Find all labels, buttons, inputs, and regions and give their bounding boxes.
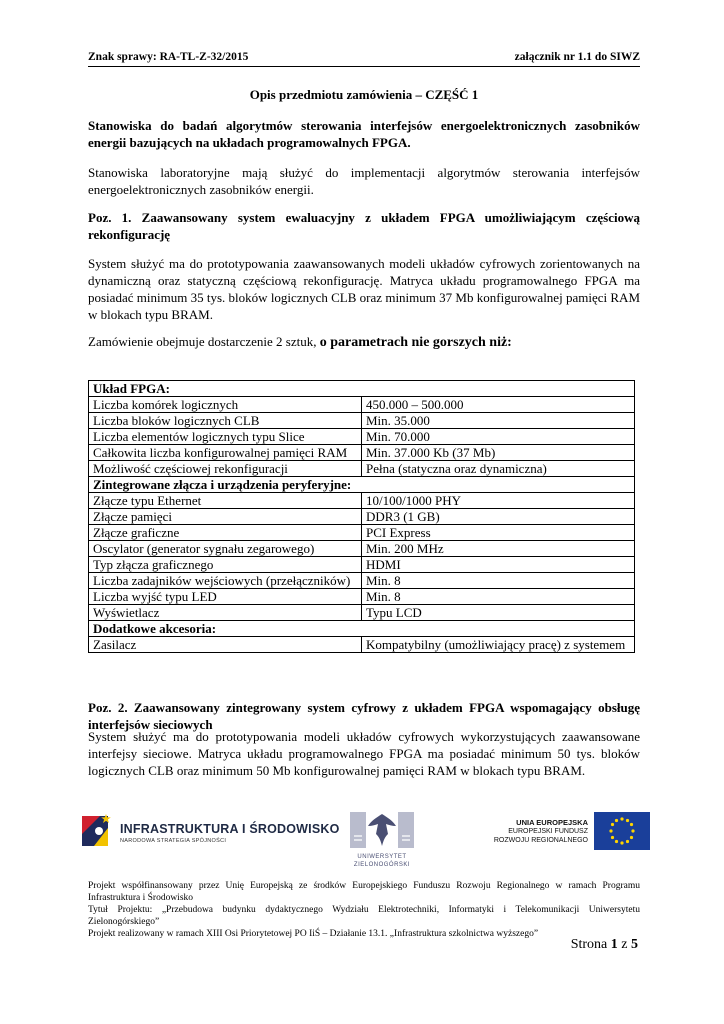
table-row [89,589,635,605]
table-section-row [89,381,635,397]
case-number: Znak sprawy: RA-TL-Z-32/2015 [88,51,249,63]
ias-emblem-icon [80,810,114,850]
param-value: Min. 200 MHz [362,541,635,557]
param-label: Liczba bloków logicznych CLB [89,413,362,429]
page-prefix: Strona [570,937,611,952]
document-title: Opis przedmiotu zamówienia – CZĘŚĆ 1 [249,87,479,102]
param-label: Liczba zadajników wejściowych (przełączników) [89,573,362,589]
table-section-row [89,621,635,637]
ias-title: INFRASTRUKTURA I ŚRODOWISKO [120,822,340,836]
eu-fund-line1: EUROPEJSKI FUNDUSZ [508,828,588,835]
poz1-description: System służyć ma do prototypowania zaawansowanych modeli układów cyfrowych zorientowanych na dynamiczną oraz statyczną częściową rekonfigurację. Matryca układu programowalnego FPGA ma posiadać minimum 35 tys. bloków logicznych CLB oraz minimum 37 Mb konfigurowalnej pamięci RAM w blokach typu BRAM. [88,256,640,322]
param-value: Min. 8 [362,589,635,605]
param-value: Pełna (statyczna oraz dynamiczna) [362,461,635,477]
param-value: DDR3 (1 GB) [362,509,635,525]
eu-logo [478,812,650,856]
param-label: Typ złącza graficznego [89,557,362,573]
param-value: PCI Express [362,525,635,541]
param-value: HDMI [362,557,635,573]
table-row [89,637,635,653]
poz2-heading: Poz. 2. Zaawansowany zintegrowany system cyfrowy z układem FPGA wspomagający obsługę interfejsów sieciowych [88,700,640,732]
param-label: Złącze typu Ethernet [89,493,362,509]
intro-paragraph: Stanowiska laboratoryjne mają służyć do implementacji algorytmów sterowania interfejsów energoelektronicznych zasobników energii. [88,165,640,197]
table-row [89,605,635,621]
footer-cofinancing: Projekt współfinansowany przez Unię Europejską ze środków Europejskiego Funduszu Rozwoju Regionalnego w ramach Programu Infrastruktura i Środowisko [88,881,640,903]
eu-fund-line2: ROZWOJU REGIONALNEGO [493,837,588,844]
eu-title: UNIA EUROPEJSKA [516,818,588,827]
infrastructure-logo [80,810,340,854]
university-name-line2: ZIELONOGÓRSKI [353,862,411,868]
param-value: Min. 70.000 [362,429,635,445]
page-total: 5 [631,937,638,952]
university-emblem-icon [348,808,416,852]
table-row [89,509,635,525]
param-label: Całkowita liczba konfigurowalnej pamięci RAM [89,445,362,461]
attachment-label: załącznik nr 1.1 do SIWZ [514,51,640,63]
table-row [89,429,635,445]
section-heading: Stanowiska do badań algorytmów sterowania interfejsów energoelektronicznych zasobników energii bazujących na układach programowalnych FPGA. [88,118,640,150]
poz2-description: System służyć ma do prototypowania modeli układów cyfrowych wykorzystujących zaawansowane interfejsy sieciowe. Matryca układu programowalnego FPGA ma posiadać minimum 50 tys. bloków logicznych CLB oraz minimum 50 Mb konfigurowalnej pamięci RAM w blokach typu BRAM. [88,729,640,778]
table-row [89,397,635,413]
order-statement [88,333,640,351]
param-label: Zasilacz [89,637,362,653]
param-value: Min. 8 [362,573,635,589]
footer-project-title: Tytuł Projektu: „Przebudowa budynku dydaktycznego Wydziału Elektrotechniki, Informatyki i Telekomunikacji Uniwersytetu Zielonogórskiego” [88,905,640,927]
table-row [89,541,635,557]
table-row [89,461,635,477]
table-row [89,445,635,461]
table-row [89,413,635,429]
param-label: Liczba elementów logicznych typu Slice [89,429,362,445]
order-prefix: Zamówienie obejmuje dostarczenie 2 sztuk, [88,334,320,349]
table-row [89,525,635,541]
eu-flag-icon [594,812,650,850]
param-value: 450.000 – 500.000 [362,397,635,413]
param-value: 10/100/1000 PHY [362,493,635,509]
param-label: Możliwość częściowej rekonfiguracji [89,461,362,477]
table-row [89,557,635,573]
university-logo [342,808,422,870]
table-row [89,573,635,589]
page-header [88,50,640,67]
university-name-line1: UNIWERSYTET [357,854,407,860]
param-label: Złącze graficzne [89,525,362,541]
poz1-heading: Poz. 1. Zaawansowany system ewaluacyjny z układem FPGA umożliwiającym częściową rekonfigurację [88,210,640,242]
section-fpga: Układ FPGA: [89,381,635,397]
param-value: Min. 37.000 Kb (37 Mb) [362,445,635,461]
footer-notes [88,880,640,940]
footer-project-axis: Projekt realizowany w ramach XIII Osi Priorytetowej PO IiŚ – Działanie 13.1. „Infrastruktura szkolnictwa wyższego” [88,929,539,939]
funding-logos [80,808,650,874]
table-section-row [89,477,635,493]
page-current: 1 [610,937,618,952]
parameters-table [88,380,635,653]
param-label: Wyświetlacz [89,605,362,621]
param-value: Typu LCD [362,605,635,621]
ias-subtitle: NARODOWA STRATEGIA SPÓJNOŚCI [120,838,227,844]
section-peripherals: Zintegrowane złącza i urządzenia peryferyjne: [89,477,635,493]
section-accessories: Dodatkowe akcesoria: [89,621,635,637]
param-label: Złącze pamięci [89,509,362,525]
param-value: Min. 35.000 [362,413,635,429]
param-label: Oscylator (generator sygnału zegarowego) [89,541,362,557]
page-number [571,937,638,953]
order-emphasis: o parametrach nie gorszych niż: [319,335,512,350]
param-label: Liczba wyjść typu LED [89,589,362,605]
page-separator: z [617,937,631,952]
param-value: Kompatybilny (umożliwiający pracę) z systemem [362,637,635,653]
param-label: Liczba komórek logicznych [89,397,362,413]
table-row [89,493,635,509]
